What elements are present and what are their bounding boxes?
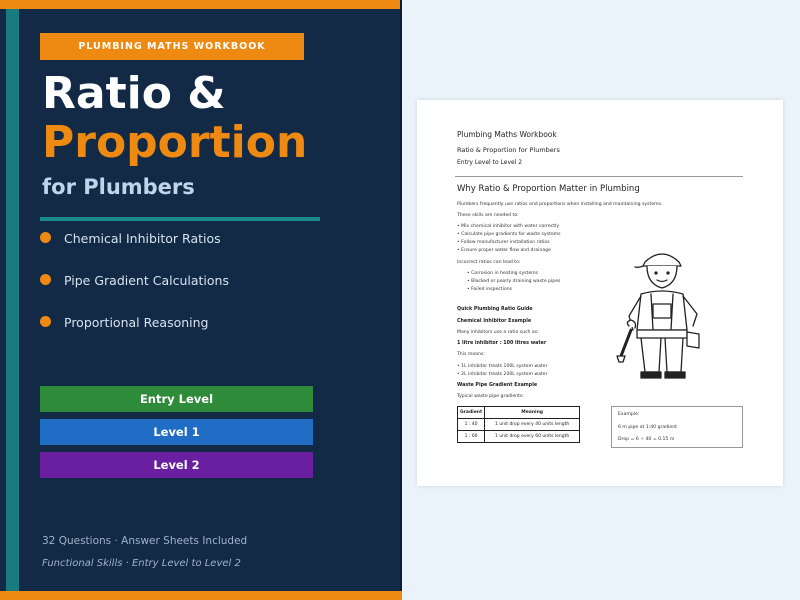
example-box bbox=[611, 406, 743, 448]
preview-gradient-title: Waste Pipe Gradient Example bbox=[457, 383, 538, 388]
table-header: Gradient bbox=[458, 407, 485, 419]
footer-questions: 32 Questions · Answer Sheets Included bbox=[42, 535, 248, 547]
example-line-1: 6 m pipe at 1:40 gradient bbox=[618, 425, 677, 430]
preview-problem-item: • Failed inspections bbox=[467, 287, 513, 292]
preview-title: Ratio & Proportion for Plumbers bbox=[457, 146, 560, 154]
preview-means: This means: bbox=[457, 352, 485, 357]
bullet-dot-icon bbox=[40, 274, 51, 285]
topic-label: Pipe Gradient Calculations bbox=[64, 273, 229, 288]
table-header: Meaning bbox=[485, 407, 580, 419]
preview-means-item: • 1L inhibitor treats 100L system water bbox=[457, 364, 548, 369]
preview-skill-item: • Calculate pipe gradients for waste systems bbox=[457, 232, 561, 237]
title-line-2: Proportion bbox=[42, 117, 308, 168]
topic-label: Chemical Inhibitor Ratios bbox=[64, 231, 221, 246]
preview-brand: Plumbing Maths Workbook bbox=[457, 130, 557, 139]
preview-inhibitor-ratio: 1 litre inhibitor : 100 litres water bbox=[457, 341, 547, 346]
title-line-1: Ratio & bbox=[42, 68, 226, 119]
worksheet-preview bbox=[417, 100, 783, 486]
panel-edge bbox=[400, 0, 402, 600]
subtitle: for Plumbers bbox=[42, 175, 195, 199]
level-2: Level 2 bbox=[40, 452, 313, 478]
series-badge: PLUMBING MATHS WORKBOOK bbox=[40, 33, 304, 60]
preview-intro: Plumbers frequently use ratios and proportions when installing and maintaining systems. bbox=[457, 202, 663, 207]
preview-problem-item: • Blocked or poorly draining waste pipes bbox=[467, 279, 561, 284]
table-cell: 1 : 60 bbox=[458, 431, 485, 443]
level-1: Level 1 bbox=[40, 419, 313, 445]
preview-skill-item: • Follow manufacturer installation ratios bbox=[457, 240, 550, 245]
footer-skills: Functional Skills · Entry Level to Level 2 bbox=[42, 558, 241, 569]
title-divider bbox=[40, 217, 320, 221]
table-row bbox=[458, 431, 580, 443]
bottom-accent-bar bbox=[0, 591, 402, 600]
bullet-dot-icon bbox=[40, 316, 51, 327]
preview-problem-item: • Corrosion in heating systems bbox=[467, 271, 539, 276]
bullet-dot-icon bbox=[40, 232, 51, 243]
preview-skill-item: • Mix chemical inhibitor with water correctly bbox=[457, 224, 560, 229]
preview-skill-item: • Ensure proper water flow and drainage bbox=[457, 248, 551, 253]
preview-skills-intro: These skills are needed to: bbox=[457, 213, 519, 218]
preview-means-item: • 2L inhibitor treats 200L system water bbox=[457, 372, 548, 377]
side-stripe bbox=[6, 9, 19, 591]
gradient-table bbox=[457, 406, 580, 443]
table-cell: 1 unit drop every 40 units length bbox=[485, 419, 580, 431]
preview-problems-intro: Incorrect ratios can lead to: bbox=[457, 260, 521, 265]
preview-level: Entry Level to Level 2 bbox=[457, 159, 523, 166]
table-row bbox=[458, 419, 580, 431]
topic-label: Proportional Reasoning bbox=[64, 315, 209, 330]
plumber-with-wrench-icon bbox=[607, 244, 717, 384]
top-accent-bar bbox=[0, 0, 402, 9]
preview-divider bbox=[455, 176, 743, 177]
preview-inhibitor-intro: Many inhibitors use a ratio such as: bbox=[457, 330, 539, 335]
example-line-2: Drop = 6 ÷ 40 = 0.15 m bbox=[618, 437, 675, 442]
preview-gradient-intro: Typical waste pipe gradients: bbox=[457, 394, 524, 399]
preview-heading: Why Ratio & Proportion Matter in Plumbing bbox=[457, 184, 640, 194]
preview-guide-title: Quick Plumbing Ratio Guide bbox=[457, 307, 533, 312]
table-cell: 1 : 40 bbox=[458, 419, 485, 431]
table-cell: 1 unit drop every 60 units length bbox=[485, 431, 580, 443]
level-entry: Entry Level bbox=[40, 386, 313, 412]
preview-inhibitor-title: Chemical Inhibitor Example bbox=[457, 319, 532, 324]
example-title: Example: bbox=[618, 412, 640, 417]
